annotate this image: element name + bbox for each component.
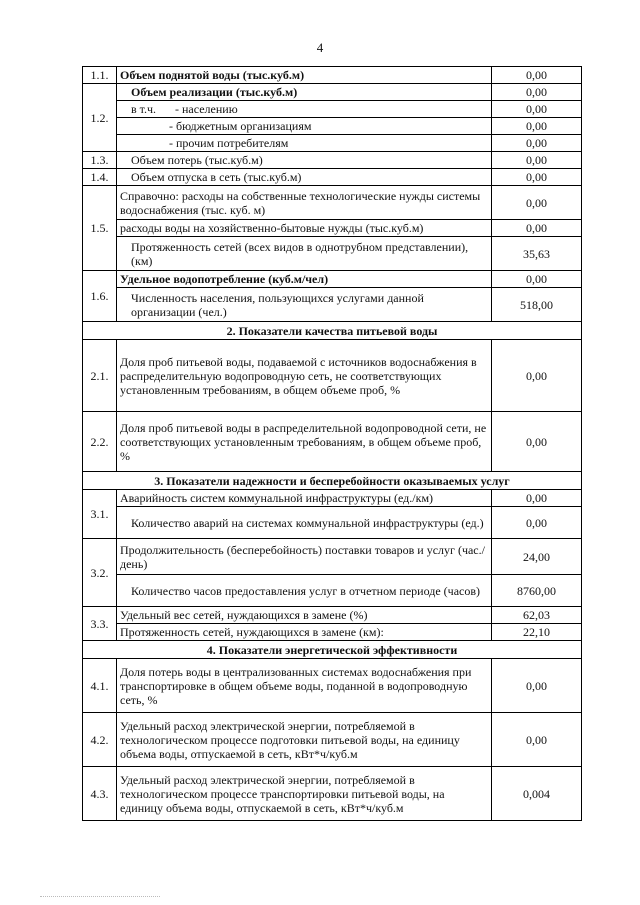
row-label: Удельный вес сетей, нуждающихся в замене (%) [117, 607, 492, 624]
row-value: 24,00 [492, 539, 582, 575]
subrow-prefix: в т.ч. [131, 102, 157, 116]
table-row [83, 507, 582, 539]
table-row [83, 412, 582, 472]
row-label [117, 101, 492, 118]
row-value: 0,00 [492, 220, 582, 237]
row-label: Объем реализации (тыс.куб.м) [117, 84, 492, 101]
section-title: 3. Показатели надежности и бесперебойности оказываемых услуг [83, 472, 582, 490]
row-number: 1.3. [83, 152, 117, 169]
table-row [83, 767, 582, 821]
row-number: 1.4. [83, 169, 117, 186]
row-number: 2.2. [83, 412, 117, 472]
row-label: Численность населения, пользующихся услугами данной организации (чел.) [117, 288, 492, 322]
row-value: 0,00 [492, 713, 582, 767]
row-number: 3.1. [83, 490, 117, 539]
row-number: 1.2. [83, 84, 117, 152]
section-header-row [83, 641, 582, 659]
row-value: 0,00 [492, 101, 582, 118]
table-row [83, 135, 582, 152]
row-label: Объем отпуска в сеть (тыс.куб.м) [117, 169, 492, 186]
row-value: 0,00 [492, 169, 582, 186]
row-label: Аварийность систем коммунальной инфраструктуры (ед./км) [117, 490, 492, 507]
table-row [83, 271, 582, 288]
row-value: 0,00 [492, 490, 582, 507]
table-row [83, 220, 582, 237]
row-value: 62,03 [492, 607, 582, 624]
section-title: 4. Показатели энергетической эффективности [83, 641, 582, 659]
row-label: расходы воды на хозяйственно-бытовые нужды (тыс.куб.м) [117, 220, 492, 237]
row-number: 4.1. [83, 659, 117, 713]
subrow-label: - населению [175, 102, 238, 116]
row-label: Доля проб питьевой воды, подаваемой с источников водоснабжения в распределительную водопроводную сеть, не соответствующих установленным требованиям, в общем объеме проб, % [117, 340, 492, 412]
table-row [83, 67, 582, 84]
row-value: 0,00 [492, 135, 582, 152]
table-row [83, 186, 582, 220]
row-number: 1.1. [83, 67, 117, 84]
row-value: 518,00 [492, 288, 582, 322]
row-label: Протяженность сетей, нуждающихся в замене (км): [117, 624, 492, 641]
row-label: - прочим потребителям [117, 135, 492, 152]
row-label: Доля потерь воды в централизованных системах водоснабжения при транспортировке в общем объеме воды, поданной в водопроводную сеть, % [117, 659, 492, 713]
row-label: Справочно: расходы на собственные технологические нужды системы водоснабжения (тыс. куб. м) [117, 186, 492, 220]
table-row [83, 101, 582, 118]
row-number: 2.1. [83, 340, 117, 412]
row-label: Объем потерь (тыс.куб.м) [117, 152, 492, 169]
row-label: Удельное водопотребление (куб.м/чел) [117, 271, 492, 288]
table-row [83, 237, 582, 271]
row-number: 4.2. [83, 713, 117, 767]
row-label: Удельный расход электрической энергии, потребляемой в технологическом процессе транспортировки питьевой воды, на единицу объема воды, отпускаемой в сеть, кВт*ч/куб.м [117, 767, 492, 821]
table-row [83, 607, 582, 624]
section-title: 2. Показатели качества питьевой воды [83, 322, 582, 340]
row-value: 0,00 [492, 659, 582, 713]
row-value: 0,00 [492, 84, 582, 101]
section-header-row [83, 322, 582, 340]
row-number: 4.3. [83, 767, 117, 821]
row-value: 8760,00 [492, 575, 582, 607]
table-row [83, 169, 582, 186]
row-value: 0,00 [492, 152, 582, 169]
page-number: 4 [316, 40, 324, 55]
row-label: Удельный расход электрической энергии, потребляемой в технологическом процессе подготовки питьевой воды, на единицу объема воды, отпускаемой в сеть, кВт*ч/куб.м [117, 713, 492, 767]
table-row [83, 490, 582, 507]
row-value: 0,00 [492, 340, 582, 412]
table-row [83, 152, 582, 169]
row-label: Количество аварий на системах коммунальной инфраструктуры (ед.) [117, 507, 492, 539]
row-number: 1.6. [83, 271, 117, 322]
row-label: Количество часов предоставления услуг в отчетном периоде (часов) [117, 575, 492, 607]
row-value: 0,00 [492, 186, 582, 220]
section-header-row [83, 472, 582, 490]
table-row [83, 624, 582, 641]
row-value: 0,00 [492, 67, 582, 84]
row-value: 0,00 [492, 412, 582, 472]
indicators-table [82, 66, 582, 821]
row-value: 0,00 [492, 271, 582, 288]
row-label: Объем поднятой воды (тыс.куб.м) [117, 67, 492, 84]
table-row [83, 575, 582, 607]
row-number: 3.2. [83, 539, 117, 607]
table-row [83, 713, 582, 767]
row-number: 1.5. [83, 186, 117, 271]
row-value: 0,004 [492, 767, 582, 821]
row-label: Продолжительность (бесперебойность) поставки товаров и услуг (час./день) [117, 539, 492, 575]
row-value: 0,00 [492, 118, 582, 135]
table-row [83, 288, 582, 322]
scan-artifact [40, 896, 160, 898]
row-value: 22,10 [492, 624, 582, 641]
row-label: - бюджетным организациям [117, 118, 492, 135]
row-number: 3.3. [83, 607, 117, 641]
table-row [83, 118, 582, 135]
row-label: Доля проб питьевой воды в распределительной водопроводной сети, не соответствующих установленным требованиям, в общем объеме проб, % [117, 412, 492, 472]
table-row [83, 340, 582, 412]
table-row [83, 659, 582, 713]
row-label: Протяженность сетей (всех видов в однотрубном представлении), (км) [117, 237, 492, 271]
table-row [83, 539, 582, 575]
row-value: 0,00 [492, 507, 582, 539]
table-row [83, 84, 582, 101]
row-value: 35,63 [492, 237, 582, 271]
